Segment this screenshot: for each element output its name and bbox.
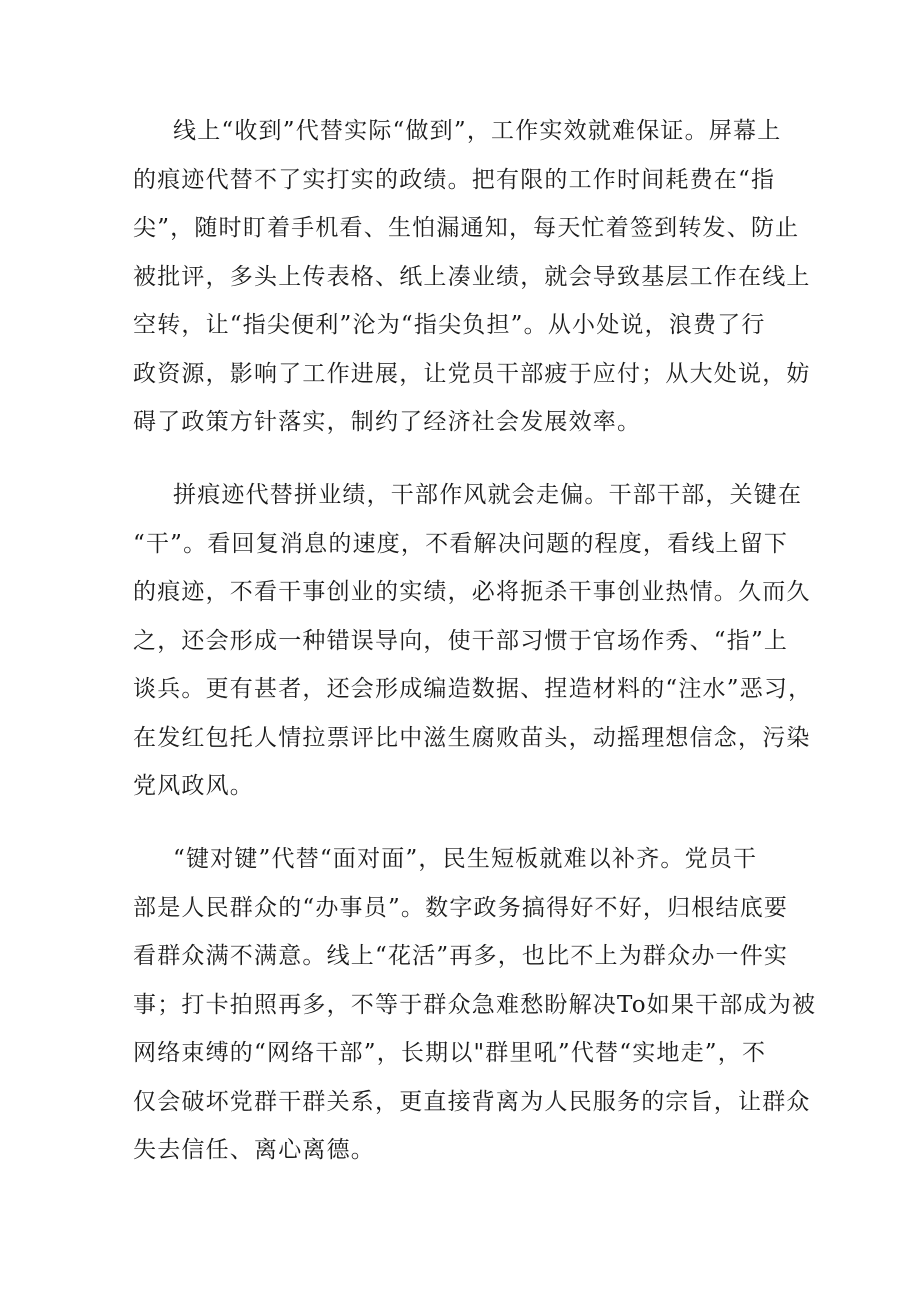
paragraph-line: 的痕迹代替不了实打实的政绩。把有限的工作时间耗费在“指 — [133, 166, 776, 193]
paragraph-line: 尖”，随时盯着手机看、生怕漏通知，每天忙着签到转发、防止 — [133, 215, 800, 241]
paragraph-1 — [133, 107, 811, 447]
paragraph-line: 党风政风。 — [133, 773, 254, 799]
paragraph-line: 谈兵。更有甚者，还会形成编造数据、捏造材料的“注水”恶习， — [133, 676, 813, 702]
paragraph-line: “干”。看回复消息的速度，不看解决问题的程度，看线上留下 — [133, 530, 789, 557]
paragraph-line: 之，还会形成一种错误导向，使干部习惯于官场作秀、“指”上 — [133, 627, 789, 654]
paragraph-line: 的痕迹，不看干事创业的实绩，必将扼杀干事创业热情。久而久 — [133, 579, 811, 605]
paragraph-line: 部是人民群众的“办事员”。数字政务搞得好不好，归根结底要 — [133, 894, 789, 921]
paragraph-line: 空转，让“指尖便利”沦为“指尖负担”。从小处说，浪费了行 — [133, 312, 766, 338]
paragraph-line: 线上“收到”代替实际“做到”，工作实效就难保证。屏幕上 — [173, 118, 782, 144]
paragraph-line: 政资源，影响了工作进展，让党员干部疲于应付；从大处说，妨 — [133, 360, 811, 387]
paragraph-line: 在发红包托人情拉票评比中滋生腐败苗头，动摇理想信念，污染 — [133, 724, 811, 751]
paragraph-line: 事；打卡拍照再多，不等于群众急难愁盼解决To如果干部成为被 — [133, 991, 817, 1018]
paragraph-line: 失去信任、离心离德。 — [133, 1137, 375, 1163]
paragraph-line: 碍了政策方针落实，制约了经济社会发展效率。 — [133, 409, 642, 435]
paragraph-line: 拼痕迹代替拼业绩，干部作风就会走偏。干部干部，关键在 — [173, 482, 803, 508]
paragraph-line: 看群众满不满意。线上“花活”再多，也比不上为群众办一件实 — [133, 943, 789, 969]
paragraph-line: 网络束缚的“网络干部”，长期以"群里吼”代替“实地走”，不 — [133, 1040, 767, 1066]
paragraph-2 — [133, 471, 813, 811]
paragraph-3 — [133, 835, 817, 1175]
paragraph-line: “键对键”代替“面对面”，民生短板就难以补齐。党员干 — [173, 846, 758, 872]
paragraph-line: 仅会破坏党群干群关系，更直接背离为人民服务的宗旨，让群众 — [133, 1088, 811, 1115]
paragraph-line: 被批评，多头上传表格、纸上凑业绩，就会导致基层工作在线上 — [133, 263, 811, 290]
